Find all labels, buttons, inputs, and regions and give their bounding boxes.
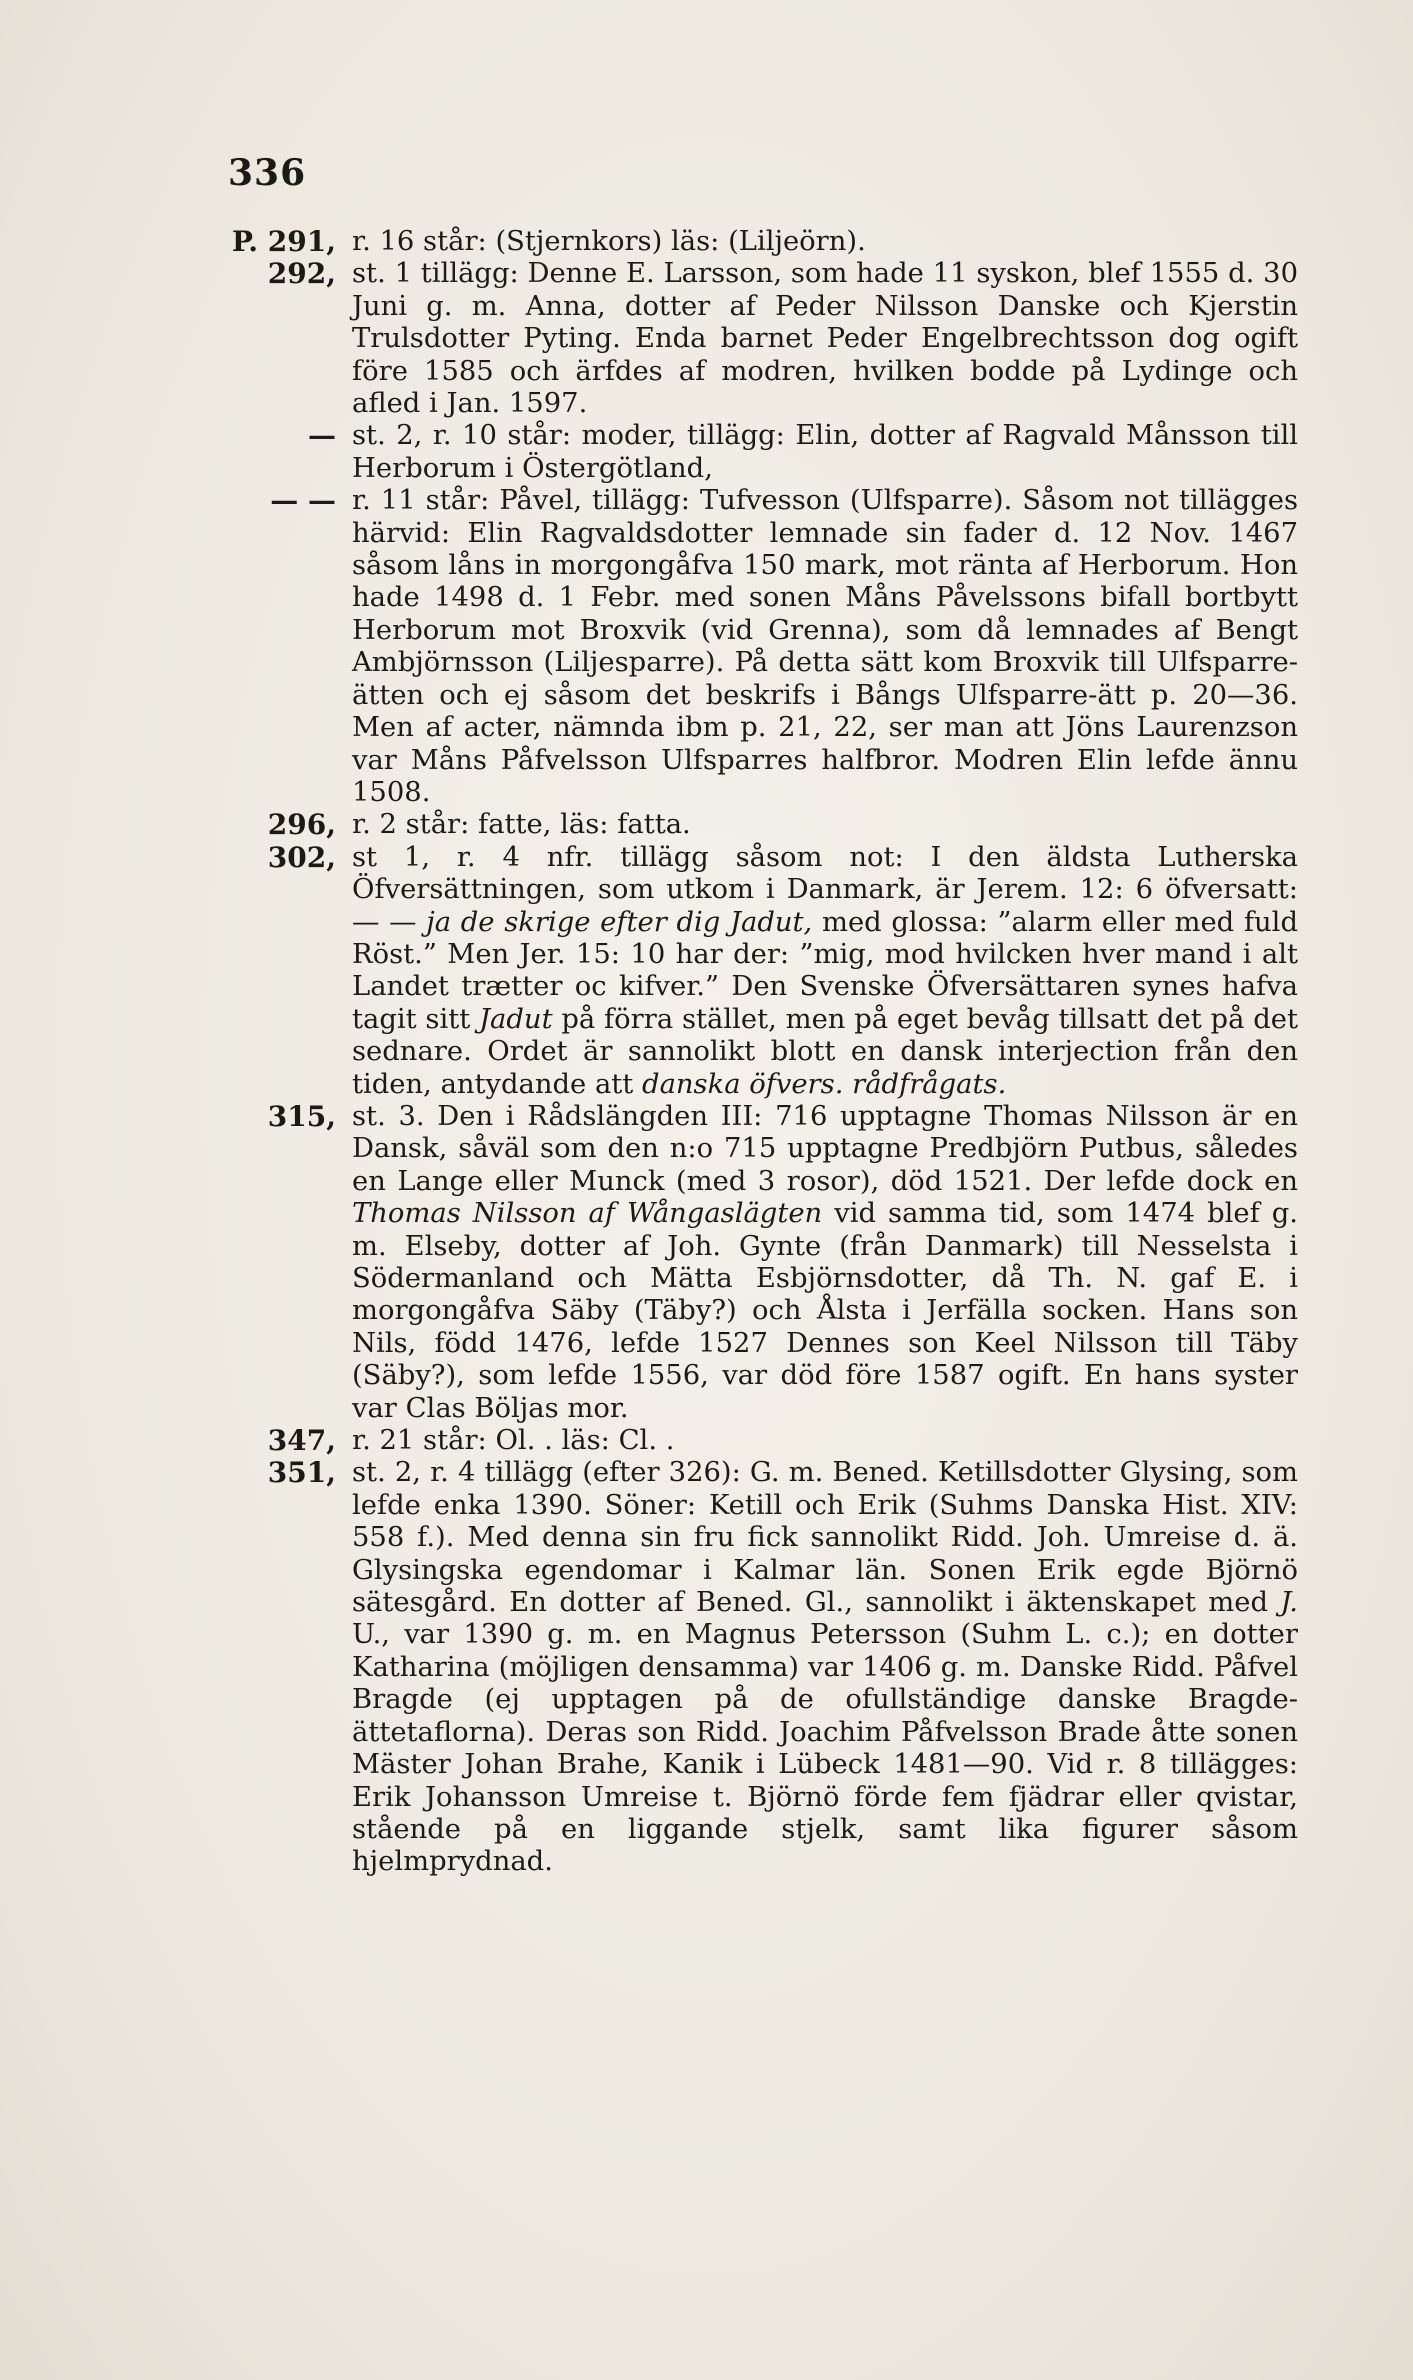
entry-italic-initial: J. [1280, 1587, 1298, 1619]
entry-text: r. 11 står: Påvel, tillägg: Tufvesson (Ulfsparre). Såsom not tillägges härvid: Elin Ragvaldsdotter lemnade sin fader d. 12 Nov. 1467 såsom låns in morgongåfva 150 mark, mot ränta af Herborum. Hon hade 1498 d. 1 Febr. med sonen Måns Påvelssons bifall bortbytt Herborum mot Broxvik (vid Grenna), som då lemnades af Bengt Ambjörnsson (Liljesparre). På detta sätt kom Broxvik till Ulfsparre-ätten och ej såsom det beskrifs i Bångs Ulfsparre-ätt p. 20—36. Men af acter, nämnda ibm p. 21, 22, ser man att Jöns Laurenzson var Måns Påfvelsson Ulfsparres halfbror. Modren Elin lefde ännu 1508. [352, 485, 1298, 808]
errata-entry [228, 420, 1298, 485]
entry-italic-name: Thomas Nilsson af Wångaslägten [352, 1198, 823, 1230]
errata-entry [228, 485, 1298, 809]
entry-page-ref: 315, [267, 1099, 336, 1133]
entry-page-ref: 292, [267, 257, 336, 291]
entry-italic-quote: ja de skrige efter dig Jadut, [426, 906, 813, 938]
entry-page-ref: 347, [267, 1424, 336, 1458]
entry-text: r. 21 står: Ol. . läs: Cl. . [352, 1425, 675, 1457]
entry-text-segment: st 1, r. 4 nfr. tillägg såsom not: I den äldsta Lutherska Öfversättningen, som utkom i Danmark, är Jerem. 12: 6 öfversatt: — — [352, 841, 1298, 938]
entry-text: st. 1 tillägg: Denne E. Larsson, som hade 11 syskon, blef 1555 d. 30 Juni g. m. Anna, dotter af Peder Nilsson Danske och Kjerstin Trulsdotter Pyting. Enda barnet Peder Engelbrechtsson dog ogift före 1585 och ärfdes af modren, hvilken bodde på Lydinge och afled i Jan. 1597. [352, 258, 1298, 420]
entry-text [352, 1101, 1298, 1425]
entry-text: st. 2, r. 10 står: moder, tillägg: Elin, dotter af Ragvald Månsson till Herborum i Östergötland, [352, 420, 1298, 484]
entry-text-segment: st. 3. Den i Rådslängden III: 716 upptagne Thomas Nilsson är en Dansk, såväl som den n:o 715 upptagne Predbjörn Putbus, således en Lange eller Munck (med 3 rosor), död 1521. Der lefde dock en [352, 1100, 1298, 1197]
entry-text-segment: U., var 1390 g. m. en Magnus Petersson (Suhm L. c.); en dotter Katharina (möjligen densamma) var 1406 g. m. Danske Ridd. Påfvel Bragde (ej upptagen på de ofullständige danske Bragde-ättetaflorna). Deras son Ridd. Joachim Påfvelsson Brade åtte sonen Mäster Johan Brahe, Kanik i Lübeck 1481—90. Vid r. 8 tillägges: Erik Johansson Umreise t. Björnö förde fem fjädrar eller qvistar, stående på en liggande stjelk, samt lika figurer såsom hjelmprydnad. [352, 1619, 1298, 1878]
errata-entry [228, 842, 1298, 1101]
entry-page-ref: 351, [267, 1456, 336, 1490]
errata-entry [228, 226, 1298, 258]
entry-page-ref: — — [270, 484, 336, 518]
entry-text-segment: st. 2, r. 4 tillägg (efter 326): G. m. Bened. Ketillsdotter Glysing, som lefde enka 1390. Söner: Ketill och Erik (Suhms Danska Hist. XIV: 558 f.). Med denna sin fru fick sannolikt Ridd. Joh. Umreise d. ä. Glysingska egendomar i Kalmar län. Sonen Erik egde Björnö sätesgård. En dotter af Bened. Gl., sannolikt i äktenskapet med [352, 1457, 1298, 1619]
page-number: 336 [228, 152, 307, 194]
entry-page-ref: 302, [267, 840, 336, 874]
entry-page-ref: 296, [267, 808, 336, 842]
entry-text-segment: vid samma tid, som 1474 blef g. m. Elseby, dotter af Joh. Gynte (från Danmark) till Nesselsta i Södermanland och Mätta Esbjörnsdotter, då Th. N. gaf E. i morgongåfva Säby (Täby?) och Ålsta i Jerfälla socken. Hans son Nils, född 1476, lefde 1527 Dennes son Keel Nilsson till Täby (Säby?), som lefde 1556, var död före 1587 ogift. En hans syster var Clas Böljas mor. [352, 1198, 1298, 1424]
errata-entry [228, 1457, 1298, 1878]
entry-italic-phrase: danska öfvers. rådfrågats. [642, 1068, 1007, 1100]
errata-list [228, 226, 1298, 1879]
entry-text: r. 16 står: (Stjernkors) läs: (Liljeörn). [352, 226, 866, 257]
entry-text-segment: med glossa: ”alarm eller med fuld Röst.” Men Jer. 15: 10 har der: ”mig, mod hvilcken hver mand i alt Landet trætter oc kifver.” Den Svenske Öfversättaren synes hafva tagit sitt [352, 906, 1298, 1035]
entry-text-segment: på förra stället, men på eget bevåg tillsatt det på det sednare. Ordet är sannolikt blott en dansk interjection från den tiden, antydande att [352, 1003, 1298, 1100]
entry-text [352, 842, 1298, 1101]
entry-page-ref: P. 291, [231, 225, 336, 258]
entry-page-ref: — [308, 419, 336, 453]
entry-text [352, 1457, 1298, 1878]
errata-entry [228, 1101, 1298, 1425]
entry-text: r. 2 står: fatte, läs: fatta. [352, 809, 691, 841]
entry-italic-term: Jadut [479, 1003, 553, 1035]
errata-entry [228, 258, 1298, 420]
errata-entry [228, 809, 1298, 841]
errata-entry [228, 1425, 1298, 1457]
